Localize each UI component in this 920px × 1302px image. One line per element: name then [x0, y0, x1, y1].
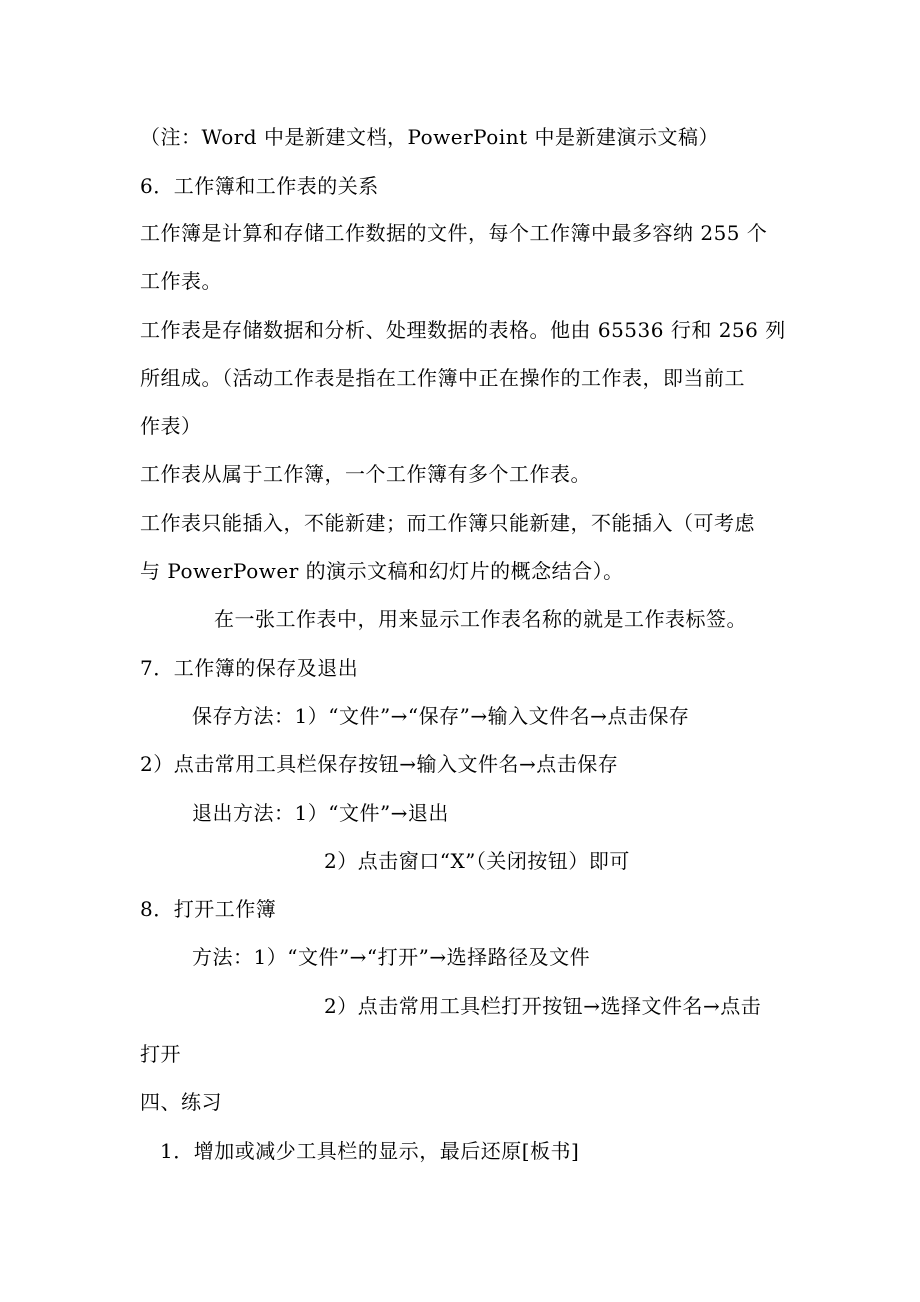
save-method-line: 2）点击常用工具栏保存按钮→输入文件名→点击保存: [140, 752, 619, 776]
open-method-line: 2）点击常用工具栏打开按钮→选择文件名→点击: [324, 994, 762, 1018]
paragraph-line: 工作簿是计算和存储工作数据的文件，每个工作簿中最多容纳 255 个: [140, 221, 768, 245]
section-heading-4: 四、练习: [140, 1090, 222, 1114]
exercise-item: 1．增加或减少工具栏的显示，最后还原[板书]: [160, 1139, 580, 1163]
paragraph-line: 工作表只能插入，不能新建；而工作簿只能新建，不能插入（可考虑: [140, 511, 755, 535]
paragraph-line: 与 PowerPower 的演示文稿和幻灯片的概念结合）。: [140, 559, 624, 583]
paragraph-line: 工作表是存储数据和分析、处理数据的表格。他由 65536 行和 256 列: [140, 318, 786, 342]
paragraph-line: 工作表。: [140, 269, 222, 293]
exit-method-line: 退出方法：1）“文件”→退出: [192, 801, 449, 825]
paragraph-line: 所组成。（活动工作表是指在工作簿中正在操作的工作表，即当前工: [140, 366, 745, 390]
exit-method-line: 2）点击窗口“X”（关闭按钮）即可: [324, 849, 630, 873]
open-method-line: 方法：1）“文件”→“打开”→选择路径及文件: [192, 945, 591, 969]
paragraph-line: 作表）: [140, 414, 202, 438]
paragraph-line: 工作表从属于工作簿，一个工作簿有多个工作表。: [140, 462, 591, 486]
section-heading-7: 7．工作簿的保存及退出: [140, 656, 359, 680]
section-heading-8: 8．打开工作簿: [140, 897, 277, 921]
open-method-line: 打开: [140, 1042, 181, 1066]
save-method-line: 保存方法：1）“文件”→“保存”→输入文件名→点击保存: [192, 704, 690, 728]
section-heading-6: 6．工作簿和工作表的关系: [140, 174, 379, 198]
note-line: （注：Word 中是新建文档，PowerPoint 中是新建演示文稿）: [140, 125, 720, 149]
indented-paragraph-line: 在一张工作表中，用来显示工作表名称的就是工作表标签。: [214, 607, 747, 631]
